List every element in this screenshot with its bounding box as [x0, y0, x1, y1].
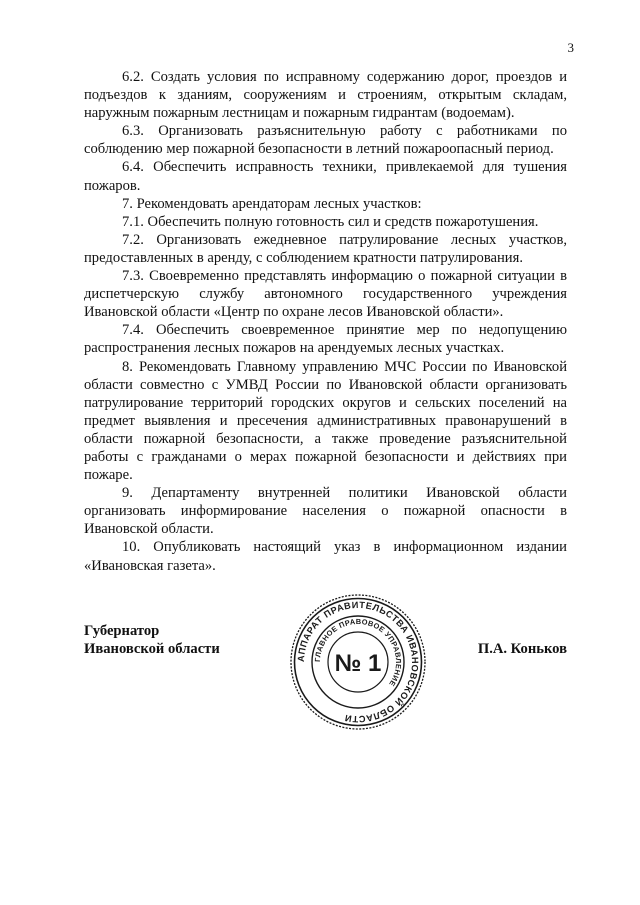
stamp-ring-text: АППАРАТ ПРАВИТЕЛЬСТВА ИВАНОВСКОЙ ОБЛАСТИ: [295, 599, 421, 725]
paragraph-9: 9. Департаменту внутренней политики Ивановской области организовать информирование населения о пожарной опасности в Ивановской области.: [84, 485, 567, 538]
paragraph-8: 8. Рекомендовать Главному управлению МЧС России по Ивановской области совместно с УМВД России по Ивановской области организовать патрулирование территорий городских округов и сельских поселений на предмет выявления и пресечения административных правонарушений в области пожарной безопасности, а также проведение разъяснительной работы с гражданами о мерах пожарной безопасности и действиях при пожаре.: [84, 358, 567, 484]
stamp-number: № 1: [334, 650, 382, 677]
paragraph-7-3: 7.3. Своевременно представлять информацию о пожарной ситуации в диспетчерскую службу автономного государственного учреждения Ивановской области «Центр по охране лесов Ивановской области».: [84, 268, 567, 321]
signatory-title-line2: Ивановской области: [84, 641, 220, 658]
official-stamp: [288, 592, 428, 732]
signatory-title: [84, 622, 220, 658]
paragraph-7-2: 7.2. Организовать ежедневное патрулирование лесных участков, предоставленных в аренду, с соблюдением кратности патрулирования.: [84, 231, 567, 266]
signatory-title-line1: Губернатор: [84, 623, 160, 639]
paragraph-7-4: 7.4. Обеспечить своевременное принятие мер по недопущению распространения лесных пожаров на арендуемых лесных участках.: [84, 322, 567, 357]
paragraph-6-4: 6.4. Обеспечить исправность техники, привлекаемой для тушения пожаров.: [84, 159, 567, 194]
paragraph-7: 7. Рекомендовать арендаторам лесных участков:: [122, 195, 422, 212]
stamp-inner-ring-text: ГЛАВНОЕ ПРАВОВОЕ УПРАВЛЕНИЕ: [312, 616, 404, 689]
document-body: [84, 68, 567, 575]
paragraph-6-2: 6.2. Создать условия по исправному содержанию дорог, проездов и подъездов к зданиям, сооружениям и строениям, открытым складам, наружным пожарным лестницам и пожарным гидрантам (водоемам).: [84, 69, 567, 122]
paragraph-10: 10. Опубликовать настоящий указ в информационном издании «Ивановская газета».: [84, 539, 567, 574]
paragraph-6-3: 6.3. Организовать разъяснительную работу с работниками по соблюдению мер пожарной безопасности в летний пожароопасный период.: [84, 123, 567, 158]
signature-block: [84, 599, 567, 725]
signatory-name: П.А. Коньков: [477, 641, 567, 657]
paragraph-7-1: 7.1. Обеспечить полную готовность сил и средств пожаротушения.: [122, 213, 539, 230]
page-number: 3: [567, 40, 574, 55]
